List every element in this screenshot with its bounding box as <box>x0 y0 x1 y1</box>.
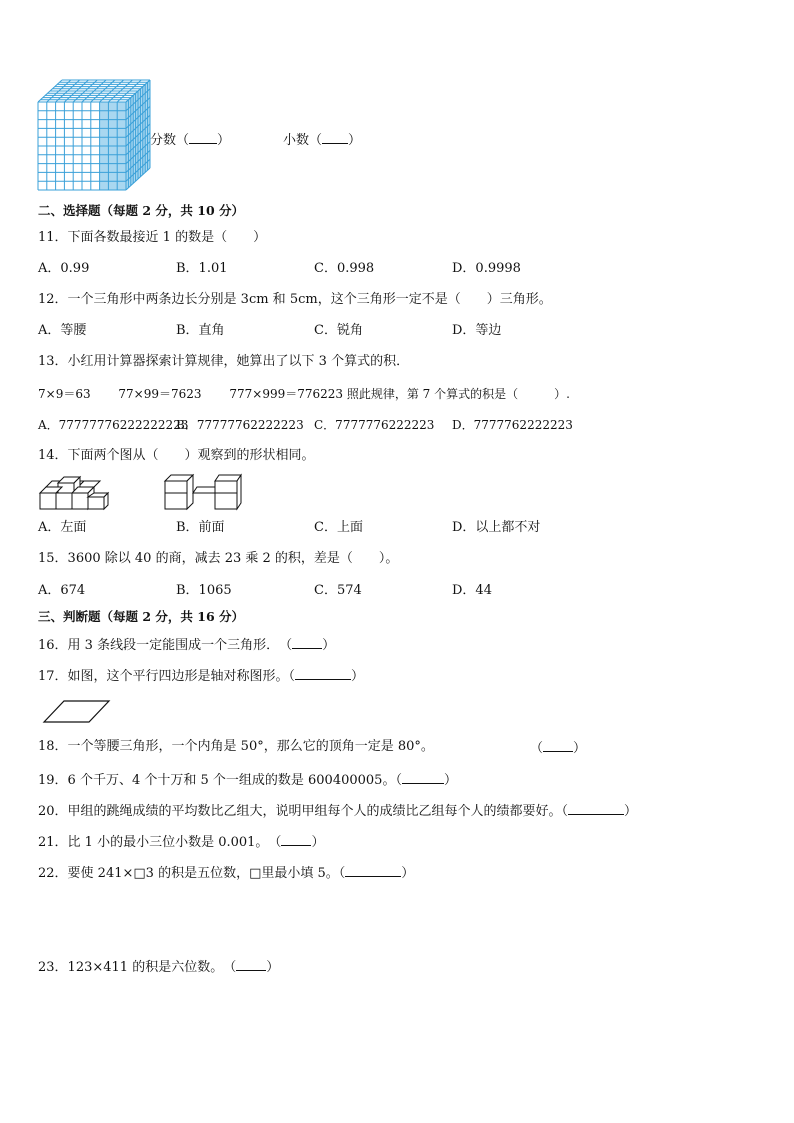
q19-blank[interactable] <box>402 771 444 784</box>
fraction-label: 分数（ ） <box>150 133 231 148</box>
q12-stem: 12．一个三角形中两条边长分别是 3cm 和 5cm，这个三角形一定不是（ ）三角形。 <box>38 292 552 307</box>
q11-option-d[interactable]: D．0.9998 <box>452 261 521 276</box>
decimal-label: 小数（ ） <box>283 133 362 148</box>
cube-grid-figure <box>38 80 156 196</box>
q14-figure-right <box>163 473 243 511</box>
q18-answer: （ ） <box>530 741 587 756</box>
q13-stem: 13．小红用计算器探索计算规律，她算出了以下 3 个算式的积． <box>38 354 410 369</box>
q22-blank[interactable] <box>345 864 401 877</box>
q15-option-a[interactable]: A．674 <box>38 583 86 598</box>
q16-statement: 16．用 3 条线段一定能围成一个三角形． （ ） <box>38 638 336 653</box>
q15-option-d[interactable]: D．44 <box>452 583 492 598</box>
q14-figure-left <box>38 473 110 511</box>
section-3-heading: 三、判断题（每题 2 分，共 16 分） <box>38 609 245 624</box>
q11-option-c[interactable]: C．0.998 <box>314 261 375 276</box>
q12-option-b[interactable]: B．直角 <box>176 323 225 338</box>
q11-option-a[interactable]: A．0.99 <box>38 261 90 276</box>
q21-blank[interactable] <box>281 833 311 846</box>
q23-statement: 23．123×411 的积是六位数。 （ ） <box>38 960 280 975</box>
q12-option-a[interactable]: A．等腰 <box>38 323 87 338</box>
q20-blank[interactable] <box>568 802 624 815</box>
q17-statement: 17．如图，这个平行四边形是轴对称图形。（ ） <box>38 669 365 684</box>
section-2-heading: 二、选择题（每题 2 分，共 10 分） <box>38 203 245 218</box>
q13-option-c[interactable]: C．7777776222223 <box>314 418 435 432</box>
q18-statement: 18．一个等腰三角形，一个内角是 50°，那么它的顶角一定是 80°。 <box>38 739 434 754</box>
q19-statement: 19．6 个千万、4 个十万和 5 个一组成的数是 600400005。（ ） <box>38 773 457 788</box>
q13-option-d[interactable]: D．7777762222223 <box>452 418 573 432</box>
q14-option-d[interactable]: D．以上都不对 <box>452 520 541 535</box>
q14-stem: 14．下面两个图从（ ）观察到的形状相同。 <box>38 448 315 463</box>
decimal-blank[interactable] <box>322 131 348 144</box>
q22-statement: 22．要使 241×□3 的积是五位数，□里最小填 5。（ ） <box>38 866 415 881</box>
q16-blank[interactable] <box>292 636 322 649</box>
q18-blank[interactable] <box>543 739 573 752</box>
q15-option-b[interactable]: B．1065 <box>176 583 232 598</box>
q13-option-a[interactable]: A．77777776222222223 <box>38 418 189 432</box>
q15-stem: 15．3600 除以 40 的商，减去 23 乘 2 的积，差是（ ）。 <box>38 551 399 566</box>
parallelogram-figure <box>42 699 112 725</box>
q13-formula: 7×9＝63 77×99＝7623 777×999＝776223 照此规律，第 7 个算式的积是（ ）. <box>38 387 570 401</box>
fraction-blank[interactable] <box>189 131 217 144</box>
q11-option-b[interactable]: B．1.01 <box>176 261 228 276</box>
q14-option-c[interactable]: C．上面 <box>314 520 363 535</box>
q21-statement: 21．比 1 小的最小三位小数是 0.001。 （ ） <box>38 835 325 850</box>
q17-blank[interactable] <box>295 667 351 680</box>
q20-statement: 20．甲组的跳绳成绩的平均数比乙组大，说明甲组每个人的成绩比乙组每个人的绩都要好。（ ） <box>38 804 638 819</box>
q14-option-a[interactable]: A．左面 <box>38 520 87 535</box>
q14-option-b[interactable]: B．前面 <box>176 520 225 535</box>
q15-option-c[interactable]: C．574 <box>314 583 362 598</box>
q11-stem: 11．下面各数最接近 1 的数是（ ） <box>38 230 267 245</box>
q13-option-b[interactable]: B．77777762222223 <box>176 418 304 432</box>
q23-blank[interactable] <box>236 958 266 971</box>
q12-option-c[interactable]: C．锐角 <box>314 323 363 338</box>
q12-option-d[interactable]: D．等边 <box>452 323 502 338</box>
